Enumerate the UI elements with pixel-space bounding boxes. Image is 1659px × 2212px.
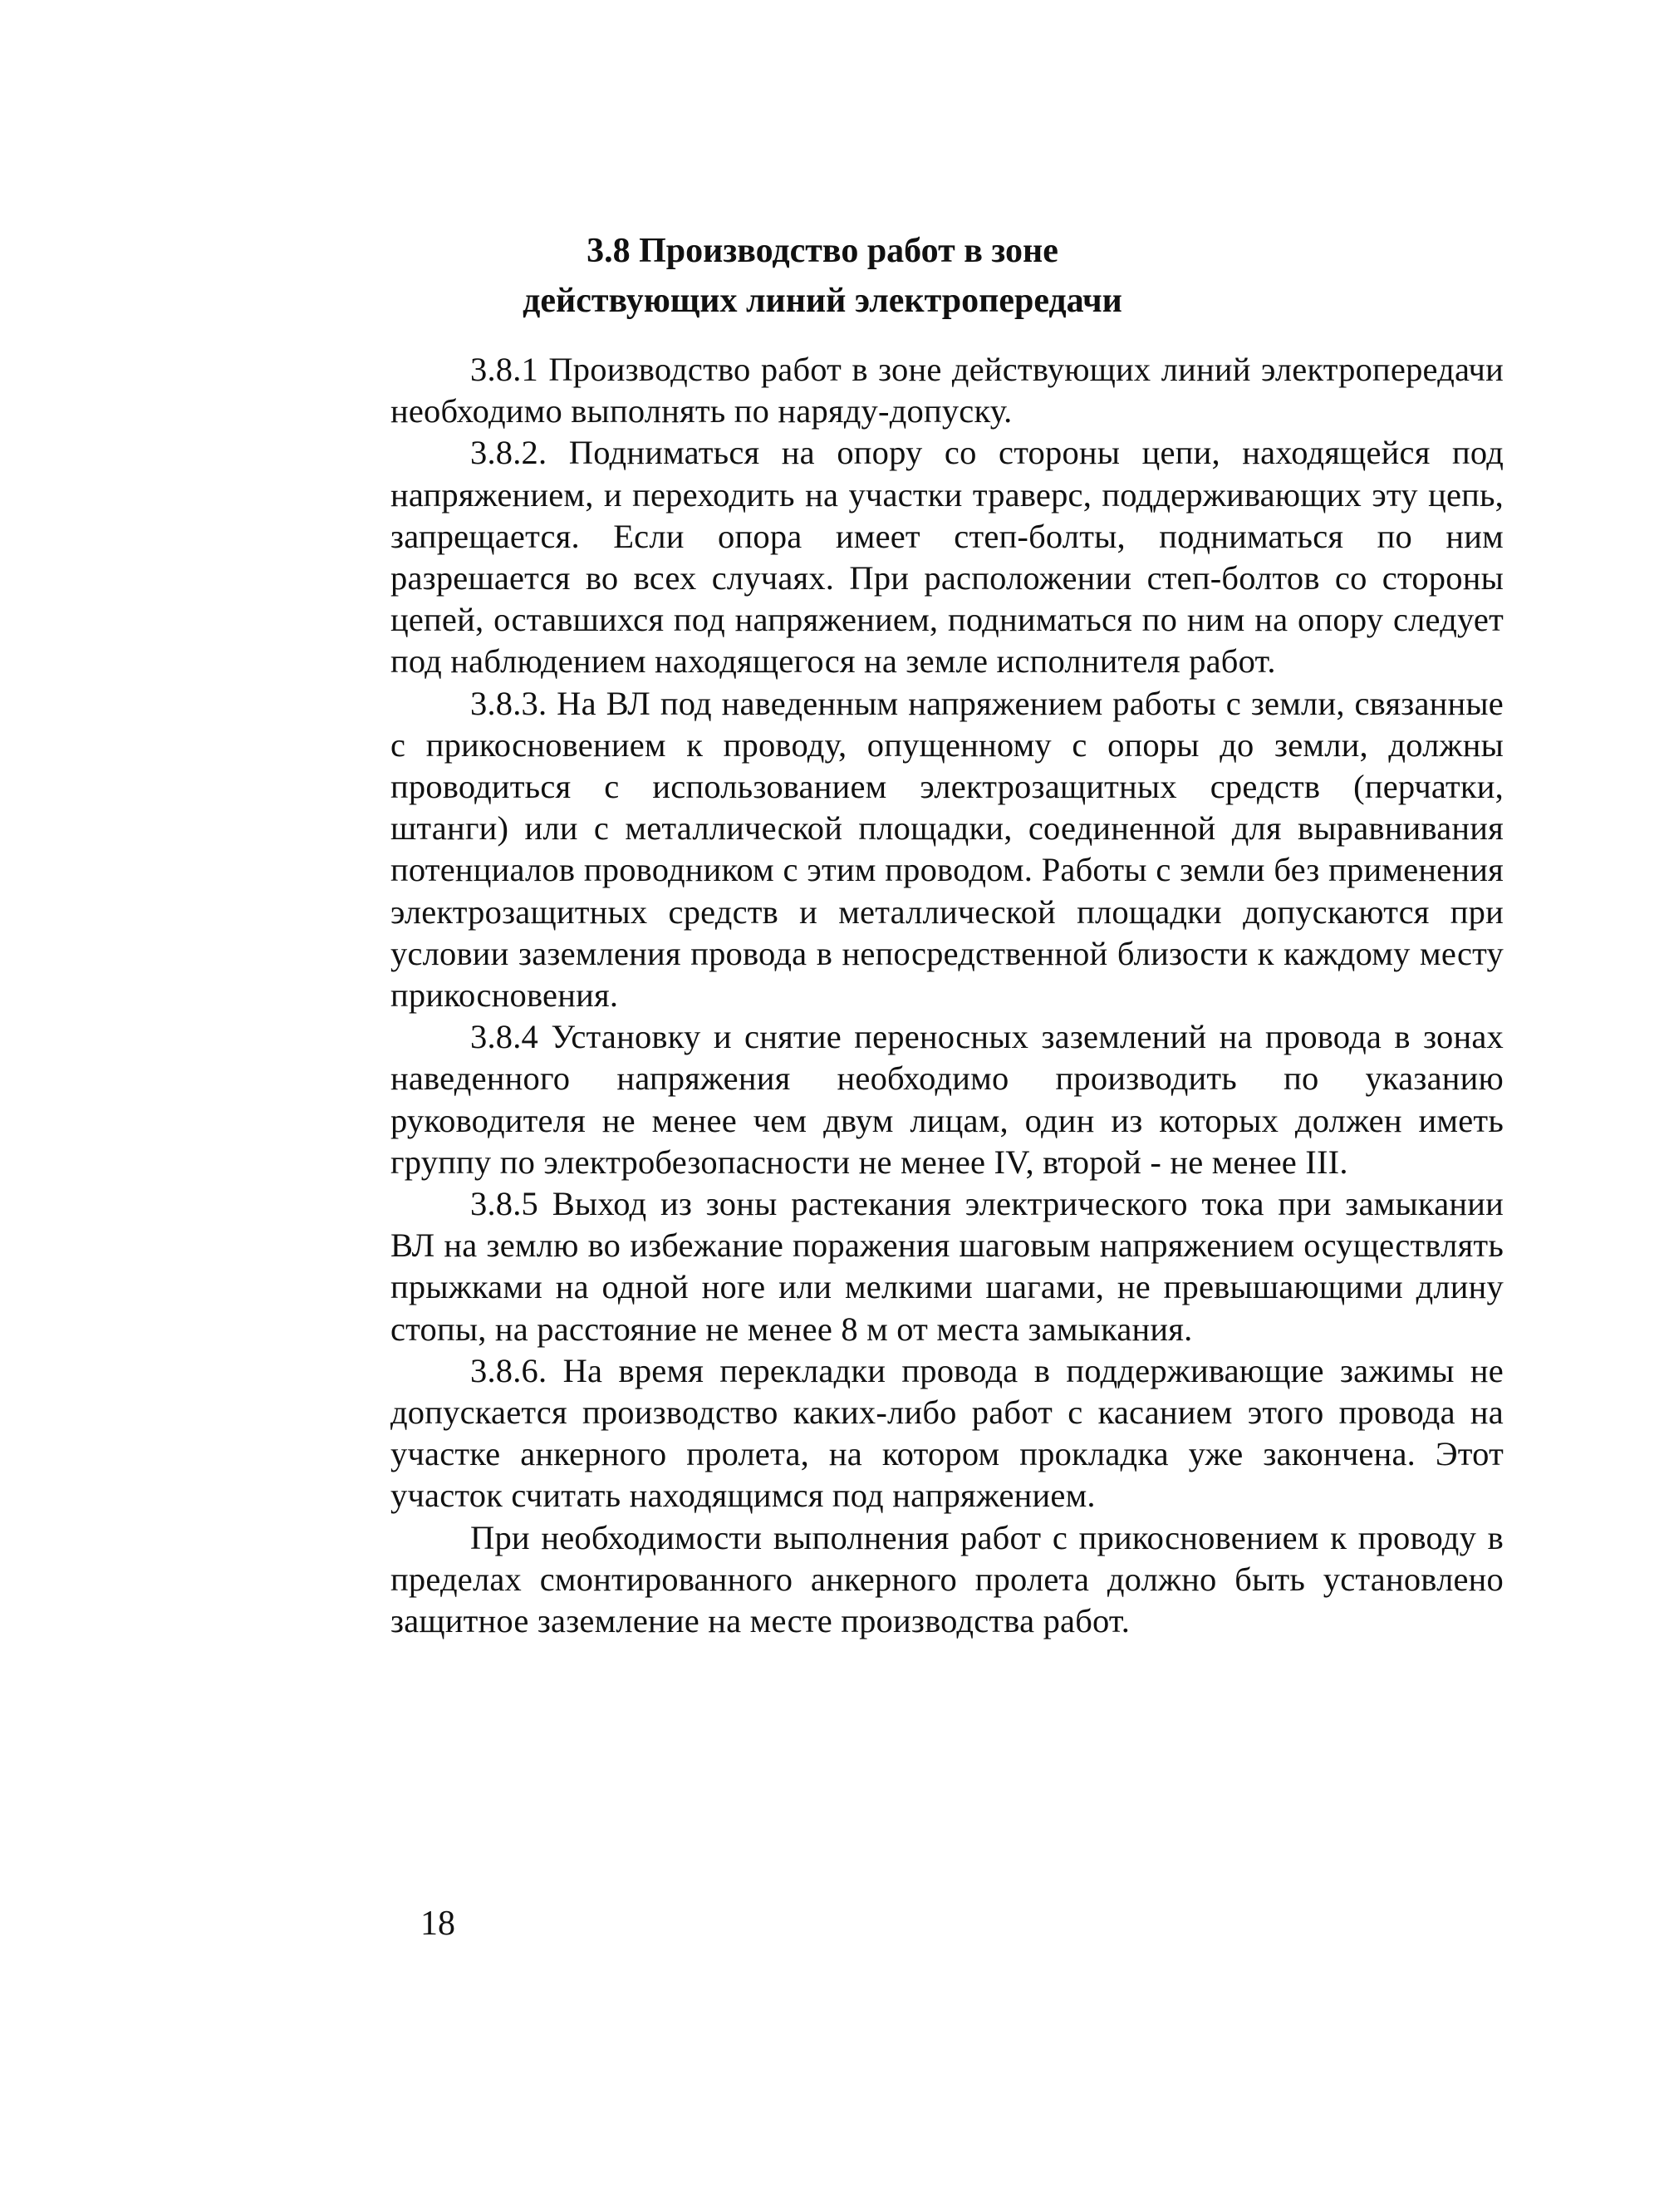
paragraph-3-8-6: 3.8.6. На время перекладки провода в поддерживающие зажимы не допускается производство каких-либо работ с касанием этого провода на участке анкерного пролета, на котором прокладка уже закончена. Этот участок считать находящимся под напряжением. bbox=[390, 1351, 1504, 1515]
section-heading bbox=[390, 226, 1254, 326]
paragraph-3-8-4: 3.8.4 Установку и снятие переносных заземлений на провода в зонах наведенного напряжения необходимо производить по указанию руководителя не менее чем двум лицам, один из которых должен иметь группу по электробезопасности не менее IV, второй - не менее III. bbox=[390, 1018, 1504, 1181]
section-heading-line-2: действующих линий электропередачи bbox=[523, 282, 1122, 320]
paragraph-3-8-3: 3.8.3. На ВЛ под наведенным напряжением работы с земли, связанные с прикосновением к проводу, опущенному с опоры до земли, должны проводиться с использованием электрозащитных средств (перчатки, штанги) или с металлической площадки, соединенной для выравнивания потенциалов проводником с этим проводом. Работы с земли без применения электрозащитных средств и металлической площадки допускаются при условии заземления провода в непосредственной близости к каждому месту прикосновения. bbox=[390, 684, 1504, 1015]
section-heading-line-1: 3.8 Производство работ в зоне bbox=[587, 232, 1058, 270]
section-body bbox=[390, 349, 1504, 1642]
page-number: 18 bbox=[420, 1905, 455, 1943]
paragraph-3-8-5: 3.8.5 Выход из зоны растекания электрического тока при замыкании ВЛ на землю во избежание поражения шаговым напряжением осуществлять прыжками на одной ноге или мелкими шагами, не превышающими длину стопы, на расстояние не менее 8 м от места замыкания. bbox=[390, 1185, 1504, 1348]
paragraph-grounding-note: При необходимости выполнения работ с прикосновением к проводу в пределах смонтированного анкерного пролета должно быть установлено защитное заземление на месте производства работ. bbox=[390, 1518, 1504, 1640]
paragraph-3-8-1: 3.8.1 Производство работ в зоне действующих линий электропередачи необходимо выполнять по наряду-допуску. bbox=[390, 351, 1504, 430]
paragraph-3-8-2: 3.8.2. Подниматься на опору со стороны цепи, находящейся под напряжением, и переходить на участки траверс, поддерживающих эту цепь, запрещается. Если опора имеет степ-болты, подниматься по ним разрешается во всех случаях. При расположении степ-болтов со стороны цепей, оставшихся под напряжением, подниматься по ним на опору следует под наблюдением находящегося на земле исполнителя работ. bbox=[390, 434, 1504, 681]
